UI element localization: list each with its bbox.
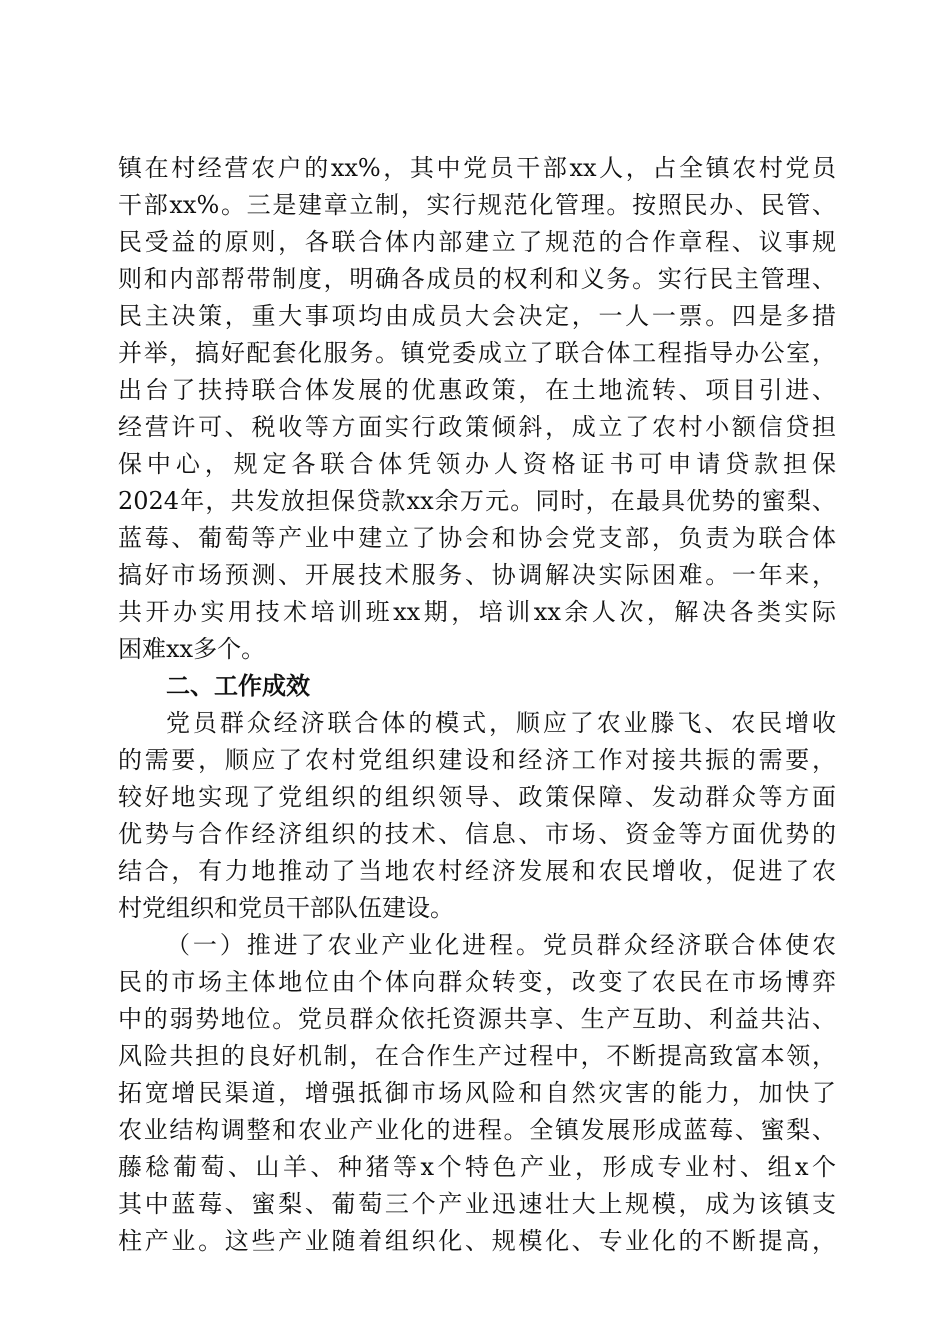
body-text-line: 保中心，规定各联合体凭领办人资格证书可申请贷款担保	[118, 450, 836, 478]
body-text-line: 经营许可、税收等方面实行政策倾斜，成立了农村小额信贷担	[118, 413, 836, 441]
body-text-line: 其中蓝莓、蜜梨、葡萄三个产业迅速壮大上规模，成为该镇支	[118, 1190, 836, 1218]
paragraph-first-line: （一）推进了农业产业化进程。党员群众经济联合体使农	[166, 931, 836, 959]
body-text-line: 2024年，共发放担保贷款xx余万元。同时，在最具优势的蜜梨、	[118, 487, 836, 515]
body-text-line: 镇在村经营农户的xx%，其中党员干部xx人，占全镇农村党员	[118, 154, 836, 182]
body-text-line: 困难xx多个。	[118, 635, 266, 663]
body-text-line: 风险共担的良好机制，在合作生产过程中，不断提高致富本领，	[118, 1042, 836, 1070]
body-text-line: 较好地实现了党组织的组织领导、政策保障、发动群众等方面	[118, 783, 836, 811]
body-text-line: 拓宽增民渠道，增强抵御市场风险和自然灾害的能力，加快了	[118, 1079, 836, 1107]
body-text-line: 则和内部帮带制度，明确各成员的权利和义务。实行民主管理、	[118, 265, 836, 293]
section-heading: 二、工作成效	[166, 672, 310, 700]
body-text-line: 藤稔葡萄、山羊、种猪等x个特色产业，形成专业村、组x个	[118, 1153, 836, 1181]
body-text-line: 民的市场主体地位由个体向群众转变，改变了农民在市场博弈	[118, 968, 836, 996]
paragraph-first-line: 党员群众经济联合体的模式，顺应了农业滕飞、农民增收	[166, 709, 836, 737]
body-text-line: 的需要，顺应了农村党组织建设和经济工作对接共振的需要，	[118, 746, 836, 774]
body-text-line: 出台了扶持联合体发展的优惠政策，在土地流转、项目引进、	[118, 376, 836, 404]
body-text-line: 柱产业。这些产业随着组织化、规模化、专业化的不断提高，	[118, 1227, 836, 1255]
body-text-line: 民主决策，重大事项均由成员大会决定，一人一票。四是多措	[118, 302, 836, 330]
body-text-line: 结合，有力地推动了当地农村经济发展和农民增收，促进了农	[118, 857, 836, 885]
body-text-line: 村党组织和党员干部队伍建设。	[118, 894, 454, 922]
body-text-line: 民受益的原则，各联合体内部建立了规范的合作章程、议事规	[118, 228, 836, 256]
body-text-line: 优势与合作经济组织的技术、信息、市场、资金等方面优势的	[118, 820, 836, 848]
body-text-line: 农业结构调整和农业产业化的进程。全镇发展形成蓝莓、蜜梨、	[118, 1116, 836, 1144]
body-text-line: 中的弱势地位。党员群众依托资源共享、生产互助、利益共沾、	[118, 1005, 836, 1033]
body-text-line: 共开办实用技术培训班xx期，培训xx余人次，解决各类实际	[118, 598, 836, 626]
body-text-line: 蓝莓、葡萄等产业中建立了协会和协会党支部，负责为联合体	[118, 524, 836, 552]
body-text-line: 搞好市场预测、开展技术服务、协调解决实际困难。一年来，	[118, 561, 836, 589]
body-text-line: 并举，搞好配套化服务。镇党委成立了联合体工程指导办公室，	[118, 339, 836, 367]
body-text-line: 干部xx%。三是建章立制，实行规范化管理。按照民办、民管、	[118, 191, 836, 219]
